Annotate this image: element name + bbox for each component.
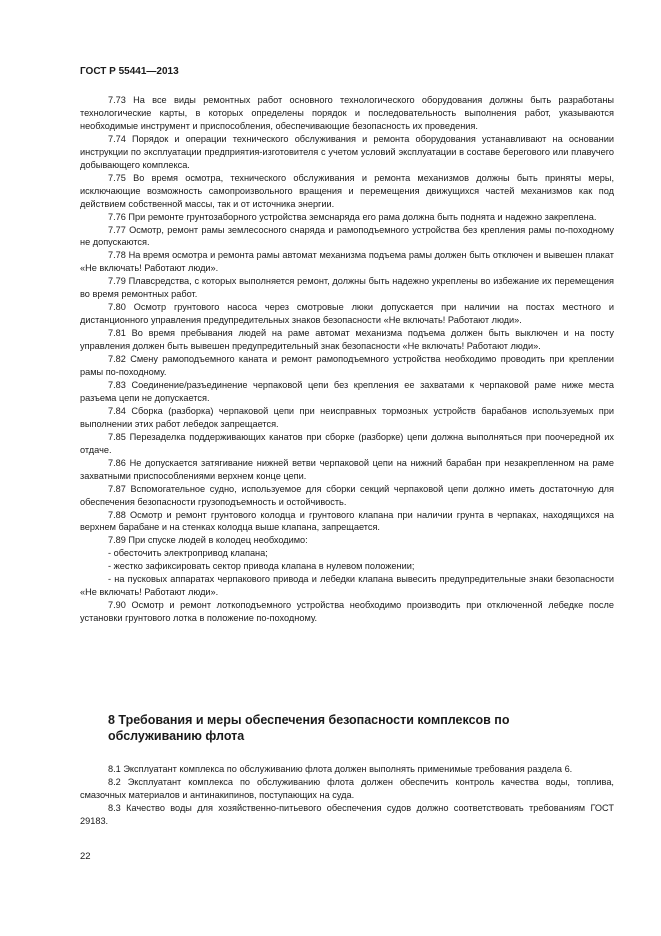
paragraph: 7.77 Осмотр, ремонт рамы землесосного снаряда и рамоподъемного устройства без крепления рамы по-походному не допускаются. xyxy=(80,224,614,248)
paragraph: 7.89 При спуске людей в колодец необходимо: xyxy=(108,535,308,546)
document-header: ГОСТ Р 55441—2013 xyxy=(80,66,179,77)
paragraph: 8.1 Эксплуатант комплекса по обслуживанию флота должен выполнять применимые требования раздела 6. xyxy=(108,764,573,774)
paragraph: 7.78 На время осмотра и ремонта рамы автомат механизма подъема рамы должен быть отключен и вывешен плакат «Не включать! Работают люди». xyxy=(80,250,614,274)
paragraph: 7.80 Осмотр грунтового насоса через смотровые люки допускается при наличии на постах местного и дистанционного управления предупредительных знаков безопасности «Не включать! Работают люди». xyxy=(80,302,614,326)
paragraph: 7.75 Во время осмотра, технического обслуживания и ремонта механизмов должны быть приняты меры, исключающие возможность самопроизвольного вращения и перемещения движущихся частей механизмов как под действием собственной массы, так и от источника энергии. xyxy=(80,172,614,209)
paragraph: 7.84 Сборка (разборка) черпаковой цепи при неисправных тормозных устройств барабанов используемых при выполнении этих работ лебедок запрещается. xyxy=(80,405,614,429)
paragraph: 8.2 Эксплуатант комплекса по обслуживанию флота должен обеспечить контроль качества воды, топлива, смазочных материалов и антинакипинов, поступающих на суда. xyxy=(80,776,614,800)
paragraph: 7.86 Не допускается затягивание нижней ветви черпаковой цепи на нижний барабан при незакрепленном на раме захватными приспособлениями верхнем конце цепи. xyxy=(80,457,614,481)
paragraph: 7.85 Перезаделка поддерживающих канатов при сборке (разборке) цепи должна выполняться при поочередной их отдаче. xyxy=(80,431,614,455)
paragraph: 7.74 Порядок и операции технического обслуживания и ремонта оборудования устанавливают на основании инструкции по эксплуатации предприятия-изготовителя с учетом условий эксплуатации в составе берегового или плавучего добывающего комплекса. xyxy=(80,133,614,170)
paragraph: 7.81 Во время пребывания людей на раме автомат механизма подъема должен быть выключен и на посту управления должен быть вывешен предупредительный знак безопасности «Не включать! Работают люди». xyxy=(80,328,614,352)
list-item: - на пусковых аппаратах черпакового привода и лебедки клапана вывесить предупредительные знаки безопасности «Не включать! Работают люди». xyxy=(80,574,614,598)
section-8-body xyxy=(80,763,614,828)
list-item: - жестко зафиксировать сектор привода клапана в нулевом положении; xyxy=(108,561,415,572)
paragraph: 7.90 Осмотр и ремонт лоткоподъемного устройства необходимо производить при отключенной лебедке после установки грунтового лотка в положение по-походному. xyxy=(80,600,614,624)
paragraph: 7.87 Вспомогательное судно, используемое для сборки секций черпаковой цепи должно иметь достаточную для обеспечения безопасности грузоподъемность и остойчивость. xyxy=(80,483,614,507)
paragraph: 7.79 Плавсредства, с которых выполняется ремонт, должны быть надежно укреплены во избежание их перемещения во время ремонтных работ. xyxy=(80,276,614,300)
paragraph: 8.3 Качество воды для хозяйственно-питьевого обеспечения судов должно соответствовать требованиям ГОСТ 29183. xyxy=(80,802,614,826)
paragraph: 7.82 Смену рамоподъемного каната и ремонт рамоподъемного устройства необходимо проводить при креплении рамы по-походному. xyxy=(80,354,614,378)
list-item: - обесточить электропривод клапана; xyxy=(108,548,268,559)
page-number: 22 xyxy=(80,851,91,862)
paragraph: 7.83 Соединение/разъединение черпаковой цепи без крепления ее захватами к черпаковой раме ниже места разъема цепи не допускается. xyxy=(80,379,614,403)
paragraph: 7.88 Осмотр и ремонт грунтового колодца и грунтового клапана при наличии грунта в черпаках, находящихся на верхнем барабане и на стенках колодца выше клапана, запрещается. xyxy=(80,509,614,533)
paragraph: 7.73 На все виды ремонтных работ основного технологического оборудования должны быть разработаны технологические карты, в которых определены порядок и последовательность выполнения работ, указываются необходимые инструмент и приспособления, обеспечивающие безопасность их проведения. xyxy=(80,95,614,131)
section-7-body xyxy=(80,94,614,625)
paragraph: 7.76 При ремонте грунтозаборного устройства земснаряда его рама должна быть поднята и надежно закреплена. xyxy=(108,211,597,222)
section-8-heading: 8 Требования и меры обеспечения безопасности комплексов по обслуживанию флота xyxy=(108,713,510,743)
